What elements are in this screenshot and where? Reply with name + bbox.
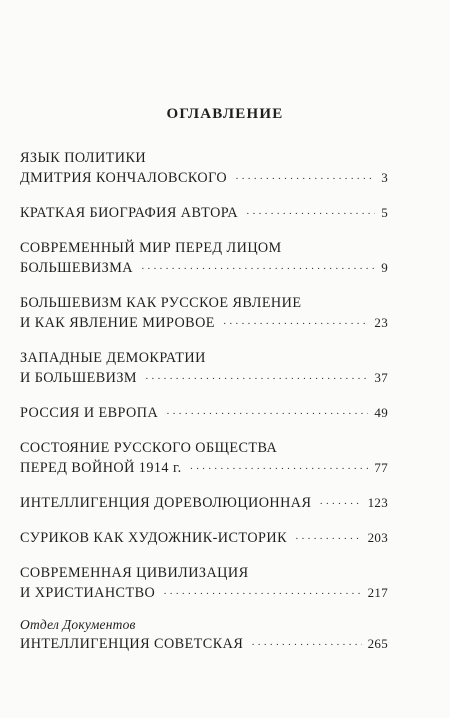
toc-entry bbox=[20, 528, 388, 549]
toc-entry-last-line bbox=[20, 258, 388, 279]
table-of-contents bbox=[20, 148, 388, 669]
page-number: 3 bbox=[381, 170, 388, 185]
page-number: 77 bbox=[374, 460, 388, 475]
page-number: 123 bbox=[367, 495, 388, 510]
toc-entry-title: СУРИКОВ КАК ХУДОЖНИК-ИСТОРИК bbox=[20, 530, 287, 546]
page-number: 217 bbox=[367, 585, 388, 600]
page-number: 265 bbox=[367, 636, 388, 651]
toc-entry-title: БОЛЬШЕВИЗМА bbox=[20, 260, 133, 276]
toc-entry-title: И КАК ЯВЛЕНИЕ МИРОВОЕ bbox=[20, 315, 215, 331]
toc-entry-last-line bbox=[20, 368, 388, 389]
toc-entry-title: ЯЗЫК ПОЛИТИКИ bbox=[20, 150, 147, 166]
toc-entry-title: ДМИТРИЯ КОНЧАЛОВСКОГО bbox=[20, 170, 228, 186]
toc-entry-title: ИНТЕЛЛИГЕНЦИЯ СОВЕТСКАЯ bbox=[20, 636, 244, 652]
section-label: Отдел Документов bbox=[20, 617, 136, 632]
page-number: 49 bbox=[374, 405, 388, 420]
dot-leader bbox=[163, 584, 361, 604]
toc-entry-line bbox=[20, 293, 388, 313]
toc-entry bbox=[20, 438, 388, 479]
toc-entry bbox=[20, 348, 388, 389]
toc-entry-title: ИНТЕЛЛИГЕНЦИЯ ДОРЕВОЛЮЦИОННАЯ bbox=[20, 495, 312, 511]
dot-leader bbox=[251, 635, 361, 655]
toc-heading: ОГЛАВЛЕНИЕ bbox=[166, 106, 284, 122]
toc-entry bbox=[20, 293, 388, 334]
toc-entry-last-line bbox=[20, 313, 388, 334]
dot-leader bbox=[190, 459, 369, 479]
toc-entry-last-line bbox=[20, 583, 388, 604]
dot-leader bbox=[223, 314, 369, 334]
page-number: 5 bbox=[381, 205, 388, 220]
toc-entry-last-line bbox=[20, 493, 388, 514]
toc-entry bbox=[20, 403, 388, 424]
toc-entry-title: РОССИЯ И ЕВРОПА bbox=[20, 405, 159, 421]
dot-leader bbox=[295, 529, 362, 549]
dot-leader bbox=[145, 369, 368, 389]
toc-entry-title: СОВРЕМЕННЫЙ МИР ПЕРЕД ЛИЦОМ bbox=[20, 240, 282, 256]
toc-entry bbox=[20, 493, 388, 514]
toc-entry-line bbox=[20, 438, 388, 458]
toc-entry-title: СОСТОЯНИЕ РУССКОГО ОБЩЕСТВА bbox=[20, 440, 278, 456]
toc-entry-title: СОВРЕМЕННАЯ ЦИВИЛИЗАЦИЯ bbox=[20, 565, 249, 581]
dot-leader bbox=[141, 259, 375, 279]
toc-entry-last-line bbox=[20, 168, 388, 189]
dot-leader bbox=[166, 404, 368, 424]
toc-entry-title: БОЛЬШЕВИЗМ КАК РУССКОЕ ЯВЛЕНИЕ bbox=[20, 295, 302, 311]
toc-entry-last-line bbox=[20, 634, 388, 655]
toc-entry-line bbox=[20, 238, 388, 258]
toc-entry bbox=[20, 148, 388, 189]
toc-entry-line bbox=[20, 148, 388, 168]
dot-leader bbox=[235, 169, 375, 189]
toc-entry-last-line bbox=[20, 458, 388, 479]
page-number: 203 bbox=[367, 530, 388, 545]
toc-entry bbox=[20, 563, 388, 604]
page-number: 37 bbox=[374, 370, 388, 385]
toc-entry-line bbox=[20, 348, 388, 368]
toc-entry-title: И ХРИСТИАНСТВО bbox=[20, 585, 156, 601]
page-number: 9 bbox=[381, 260, 388, 275]
toc-entry-title: ПЕРЕД ВОЙНОЙ 1914 г. bbox=[20, 460, 182, 476]
page-number: 23 bbox=[374, 315, 388, 330]
toc-entry bbox=[20, 616, 388, 655]
toc-entry-last-line bbox=[20, 403, 388, 424]
toc-entry-line bbox=[20, 563, 388, 583]
toc-entry-last-line bbox=[20, 528, 388, 549]
dot-leader bbox=[319, 494, 361, 514]
toc-entry-title: КРАТКАЯ БИОГРАФИЯ АВТОРА bbox=[20, 205, 239, 221]
toc-entry bbox=[20, 203, 388, 224]
toc-entry-title: ЗАПАДНЫЕ ДЕМОКРАТИИ bbox=[20, 350, 206, 366]
toc-entry-last-line bbox=[20, 203, 388, 224]
toc-entry bbox=[20, 238, 388, 279]
toc-entry-title: И БОЛЬШЕВИЗМ bbox=[20, 370, 137, 386]
dot-leader bbox=[246, 204, 375, 224]
